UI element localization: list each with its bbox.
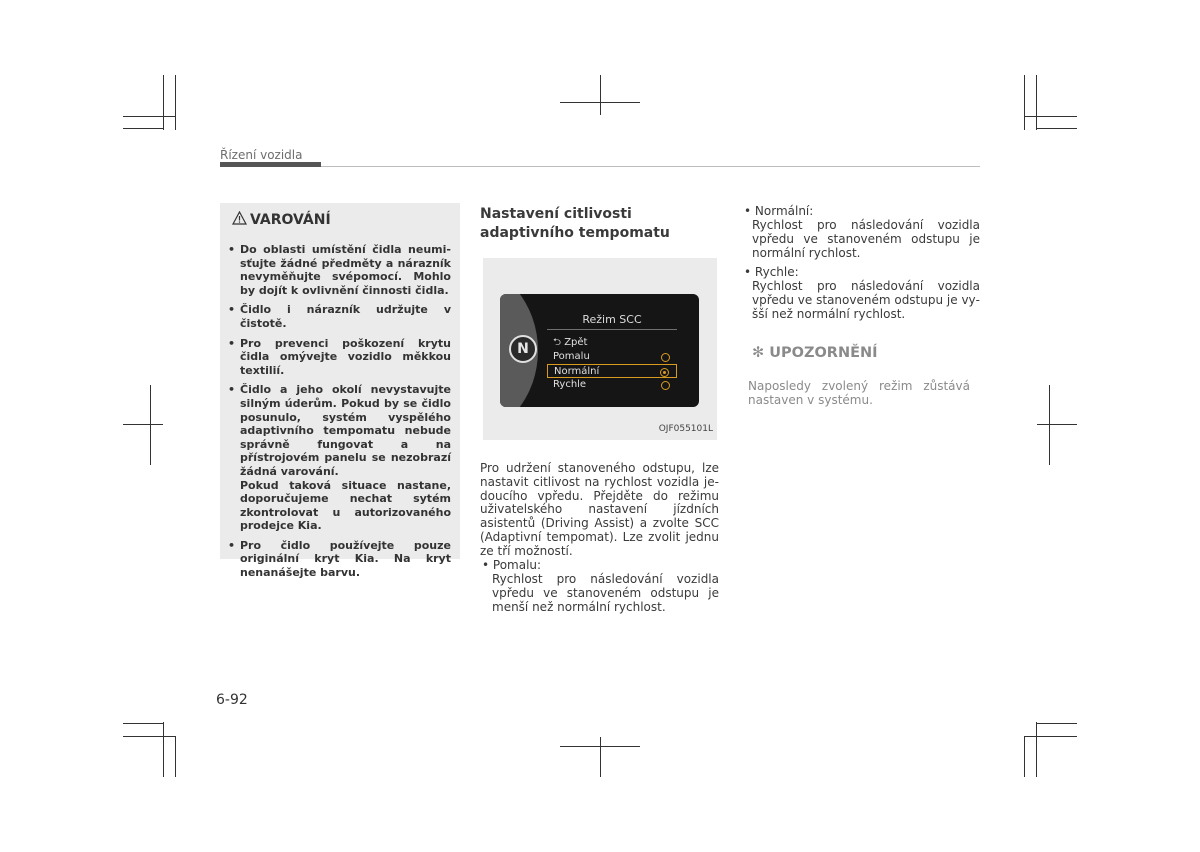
warning-item: • Pro prevenci poškození krytu čidla omývejte vozidlo měkkou textilií. xyxy=(228,337,451,378)
asterisk-icon: ✻ xyxy=(752,345,765,361)
radio-icon xyxy=(661,381,670,390)
menu-option-rychle[interactable] xyxy=(547,378,677,392)
section-heading: Nastavení citlivosti adaptivního tempomatu xyxy=(480,206,670,241)
figure-cluster-display xyxy=(483,258,717,440)
header-bar xyxy=(220,162,321,167)
warning-item-text: Čidlo a jeho okolí nevystavujte silným úderům. Pokud by se čidlo posunulo, systém vyspělého adaptivního tempomatu nebude správně fungovat a na přístrojovém panelu se nezobrazí žádná varování. xyxy=(240,383,451,478)
back-arrow-icon: ⮌ xyxy=(553,337,562,348)
mode-description: Rychlost pro následování vozidla vpředu ve stanoveném odstupu je normální rychlost. xyxy=(752,218,980,260)
warning-item-text: Pokud taková situace nastane, doporučujeme nechat sytém zkontrolovat u autorizovaného prodejce Kia. xyxy=(240,478,451,533)
menu-back-label: Zpět xyxy=(564,337,588,348)
mode-bullet: • Normální: xyxy=(744,204,814,218)
warning-item xyxy=(228,383,451,533)
header-divider xyxy=(321,166,980,167)
menu-option-label: Pomalu xyxy=(553,351,590,362)
mode-description: Rychlost pro následování vozidla vpředu ve stanoveném odstupu je menší než normální rychlost. xyxy=(492,572,719,614)
mode-label: Rychle: xyxy=(754,265,799,279)
menu-option-normalni[interactable] xyxy=(547,364,677,378)
intro-paragraph: Pro udržení stanoveného odstupu, lze nastavit citlivost na rychlost vozidla jedoucího vpředu. Přejděte do režimu uživatelského nastavení jízdních asistentů (Driving Assist) a zvolte SCC (Adaptivní tempomat). Lze zvolit jednu ze tří možností. xyxy=(480,461,719,558)
menu-option-label: Normální xyxy=(554,366,600,377)
warning-title-text: VAROVÁNÍ xyxy=(250,212,331,228)
warning-list xyxy=(228,243,451,586)
menu-option-label: Rychle xyxy=(553,379,587,390)
mode-description: Rychlost pro následování vozidla vpředu ve stanoveném odstupu je vyšší než normální rychlost. xyxy=(752,279,980,321)
mode-bullet: • Rychle: xyxy=(744,265,799,279)
radio-selected-icon xyxy=(660,368,669,377)
radio-icon xyxy=(661,353,670,362)
mode-bullet: • Pomalu: xyxy=(482,558,542,572)
warning-item: • Do oblasti umístění čidla neumisťujte žádné předměty a nárazník nevyměňujte svépomocí. Mohlo by dojít k ovlivnění činnosti čidla. xyxy=(228,243,451,297)
menu-option-pomalu[interactable] xyxy=(547,350,677,364)
page-number: 6-92 xyxy=(216,692,248,708)
mode-label: Pomalu: xyxy=(492,558,542,572)
screen-divider xyxy=(547,329,677,330)
menu-back-row xyxy=(553,336,587,350)
menu-back[interactable] xyxy=(547,336,677,350)
n-gear-icon: N xyxy=(509,335,537,363)
section-title: Řízení vozidla xyxy=(220,148,303,162)
warning-item: • Čidlo i nárazník udržujte v čistotě. xyxy=(228,303,451,330)
mode-label: Normální: xyxy=(754,204,814,218)
caution-title-text: UPOZORNĚNÍ xyxy=(769,345,878,361)
screen-title: Režim SCC xyxy=(582,313,642,326)
caution-text: Naposledy zvolený režim zůstává nastaven v systému. xyxy=(748,379,970,407)
cluster-screen xyxy=(500,294,699,407)
warning-title xyxy=(232,211,331,228)
warning-triangle-icon xyxy=(232,211,247,225)
warning-item: • Pro čidlo používejte pouze originální kryt Kia. Na kryt nenanášejte barvu. xyxy=(228,539,451,580)
caution-title xyxy=(752,345,878,361)
warning-box xyxy=(220,203,460,580)
figure-code: OJF055101L xyxy=(658,424,713,434)
